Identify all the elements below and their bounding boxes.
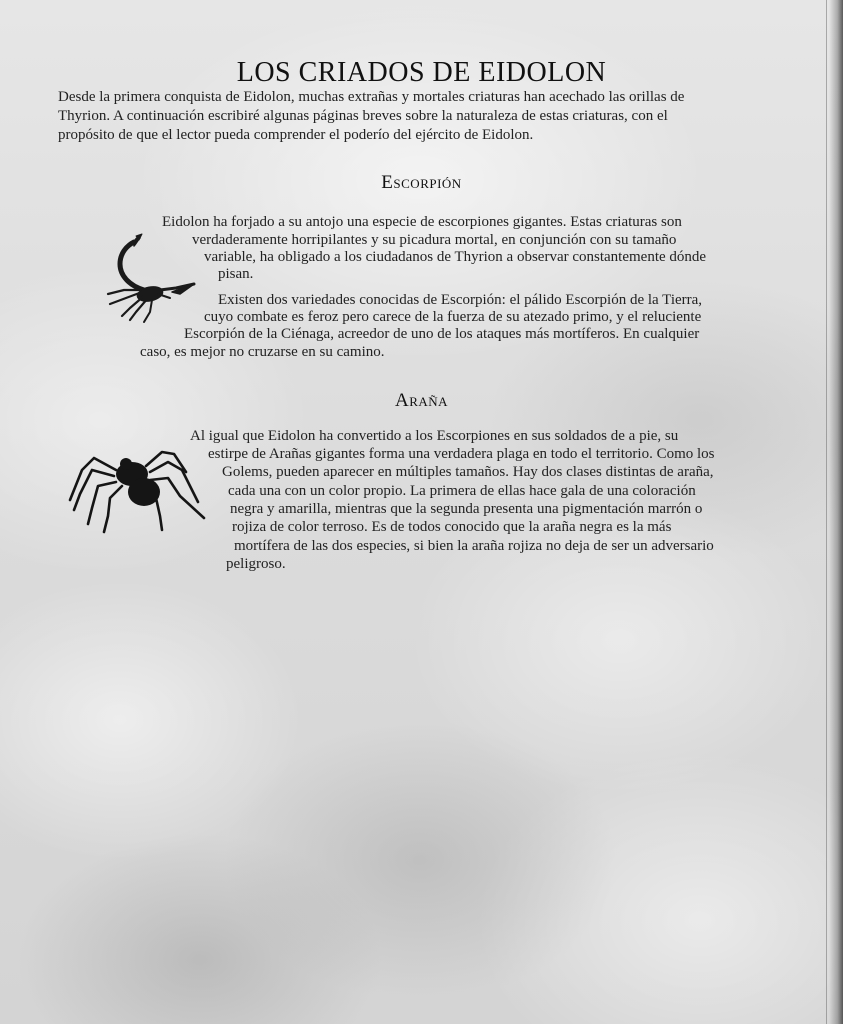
intro-paragraph [58,88,788,145]
section-heading-scorpion: Escorpión [381,172,462,193]
scorpion-text-line: Escorpión de la Ciénaga, acreedor de uno de los ataques más mortíferos. En cualquier [184,326,700,342]
scorpion-text-line: Existen dos variedades conocidas de Escorpión: el pálido Escorpión de la Tierra, [218,292,703,308]
scorpion-text-line: caso, es mejor no cruzarse en su camino. [140,344,385,360]
spider-text-line: Al igual que Eidolon ha convertido a los Escorpiones en sus soldados de a pie, su [190,428,679,444]
spider-icon [64,436,210,534]
spider-text-line: negra y amarilla, mientras que la segunda presenta una pigmentación marrón o [230,501,703,517]
spider-text-line: Golems, pueden aparecer en múltiples tamaños. Hay dos clases distintas de araña, [222,464,714,480]
spider-text-line: cada una con un color propio. La primera de ellas hace gala de una coloración [228,483,696,499]
spider-text-line: peligroso. [226,556,286,572]
spider-text-line: rojiza de color terroso. Es de todos conocido que la araña negra es la más [232,519,672,535]
intro-line: propósito de que el lector pueda comprender el poderío del ejército de Eidolon. [58,127,534,143]
spider-text-line: estirpe de Arañas gigantes forma una verdadera plaga en todo el territorio. Como los [208,446,715,462]
page-edge-shadow [829,0,843,1024]
page-title: LOS CRIADOS DE EIDOLON [236,56,607,88]
scorpion-icon [100,232,200,324]
intro-line: Desde la primera conquista de Eidolon, muchas extrañas y mortales criaturas han acechado las orillas de [58,89,685,105]
spider-text-line: mortífera de las dos especies, si bien la araña rojiza no deja de ser un adversario [234,538,714,554]
scorpion-text-line: cuyo combate es feroz pero carece de la fuerza de su atezado primo, y el reluciente [204,309,702,325]
intro-line: Thyrion. A continuación escribiré algunas páginas breves sobre la naturaleza de estas criaturas, con el [58,108,668,124]
page-edge-line [826,0,827,1024]
scorpion-text-line: pisan. [218,266,254,282]
scorpion-text-line: Eidolon ha forjado a su antojo una especie de escorpiones gigantes. Estas criaturas son [162,214,682,230]
section-heading-spider: Araña [394,390,449,411]
scorpion-text-line: variable, ha obligado a los ciudadanos de Thyrion a observar constantemente dónde [204,249,707,265]
scorpion-text-line: verdaderamente horripilantes y su picadura mortal, en conjunción con su tamaño [192,232,677,248]
